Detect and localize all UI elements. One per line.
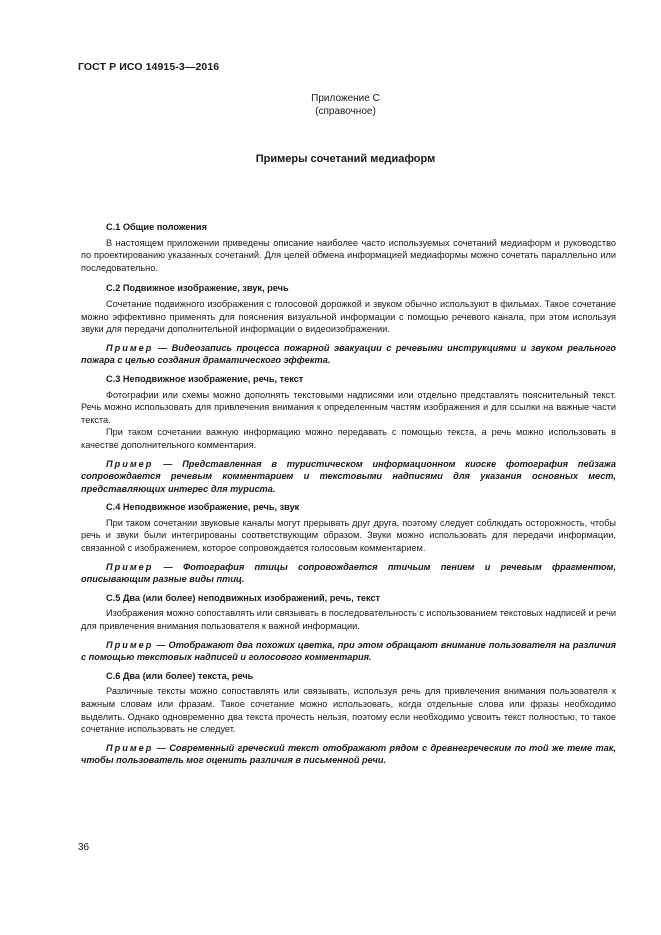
section-heading: С.3 Неподвижное изображение, речь, текст	[106, 373, 304, 384]
page-title: Примеры сочетаний медиаформ	[255, 153, 436, 165]
section-heading: С.5 Два (или более) неподвижных изображений, речь, текст	[106, 592, 381, 603]
document-code: ГОСТ Р ИСО 14915-3—2016	[78, 61, 220, 73]
annex-heading	[0, 92, 661, 118]
page-number: 36	[78, 842, 90, 853]
example-text: — Современный греческий текст отображают рядом с древнегреческим по той же теме так, чтобы пользователь мог оценить различия в письменной речи.	[81, 742, 616, 766]
example-label: Пример	[106, 458, 154, 469]
example-label: Пример	[106, 342, 154, 353]
paragraph: При таком сочетании звуковые каналы могут прерывать друг друга, поэтому следует соблюдать осторожность, чтобы речь и звуки были интегрированы соответствующим образом. Звуки можно использовать для передачи информации, связанной с изображением, которое сопровождается голосовым комментарием.	[81, 517, 616, 554]
example	[81, 742, 616, 767]
section-c2	[81, 282, 616, 367]
annex-subtitle: (справочное)	[315, 106, 376, 117]
example	[81, 458, 616, 496]
section-c5	[81, 592, 616, 664]
example-label: Пример	[106, 561, 154, 572]
paragraph: Изображения можно сопоставлять или связывать в последовательность с использованием текстовых надписей и речи для привлечения внимания пользователя к важной информации.	[81, 608, 616, 632]
paragraph: Фотографии или схемы можно дополнять текстовыми надписями или отдельно представлять пояснительный текст. Речь можно использовать для привлечения внимания к определенным частям изображения и для ссылки на важные части текста.	[81, 389, 616, 425]
example-label: Пример	[106, 742, 154, 753]
section-heading: С.4 Неподвижное изображение, речь, звук	[106, 502, 300, 513]
example-text: — Фотография птицы сопровождается птичьим пением и речевым фрагментом, описывающим разные виды птиц.	[81, 561, 616, 585]
example-label: Пример	[106, 639, 154, 650]
section-c4	[81, 501, 616, 586]
section-c6	[81, 670, 616, 767]
example	[81, 342, 616, 367]
section-heading: С.2 Подвижное изображение, звук, речь	[106, 283, 289, 294]
annex-title: Приложение С	[311, 93, 380, 104]
example-text: — Представленная в туристическом информационном киоске фотография пейзажа сопровождается речевым комментарием и текстовыми надписями для указания основных мест, представляющих интерес для туриста.	[81, 458, 616, 494]
section-c3	[81, 373, 616, 495]
paragraph: Различные тексты можно сопоставлять или связывать, используя речь для привлечения внимания пользователя к важным словам или фразам. Такое сочетание можно использовать, когда отдельные слова или фразы необходимо выделить. Однако одновременно два текста прочесть нельзя, поэтому если необходимо усвоить текст полностью, то такое сочетание использовать не следует.	[81, 686, 616, 735]
paragraph: Сочетание подвижного изображения с голосовой дорожкой и звуком обычно используют в фильмах. Такое сочетание можно эффективно применять для пояснения визуальной информации с помощью речевого канала, при этом используя звуки для передачи дополнительной информации о видеоизображении.	[81, 298, 616, 335]
example-text: — Отображают два похожих цветка, при этом обращают внимание пользователя на различия с помощью текстовых надписей и голосового комментария.	[81, 639, 616, 663]
paragraph: В настоящем приложении приведены описание наиболее часто используемых сочетаний медиаформ и руководство по проектированию указанных сочетаний. Для целей обмена информацией медиаформы можно сочетать параллельно или последовательно.	[81, 237, 616, 273]
example	[81, 639, 616, 664]
paragraph: При таком сочетании важную информацию можно передавать с помощью текста, а речь можно использовать в качестве дополнительного комментария.	[81, 427, 616, 450]
section-c1	[81, 221, 616, 274]
example	[81, 561, 616, 586]
document-body	[81, 221, 616, 773]
section-heading: С.1 Общие положения	[106, 222, 207, 232]
example-text: — Видеозапись процесса пожарной эвакуации с речевыми инструкциями и звуком реального пожара с целью создания драматического эффекта.	[81, 342, 616, 366]
section-heading: С.6 Два (или более) текста, речь	[106, 670, 254, 681]
